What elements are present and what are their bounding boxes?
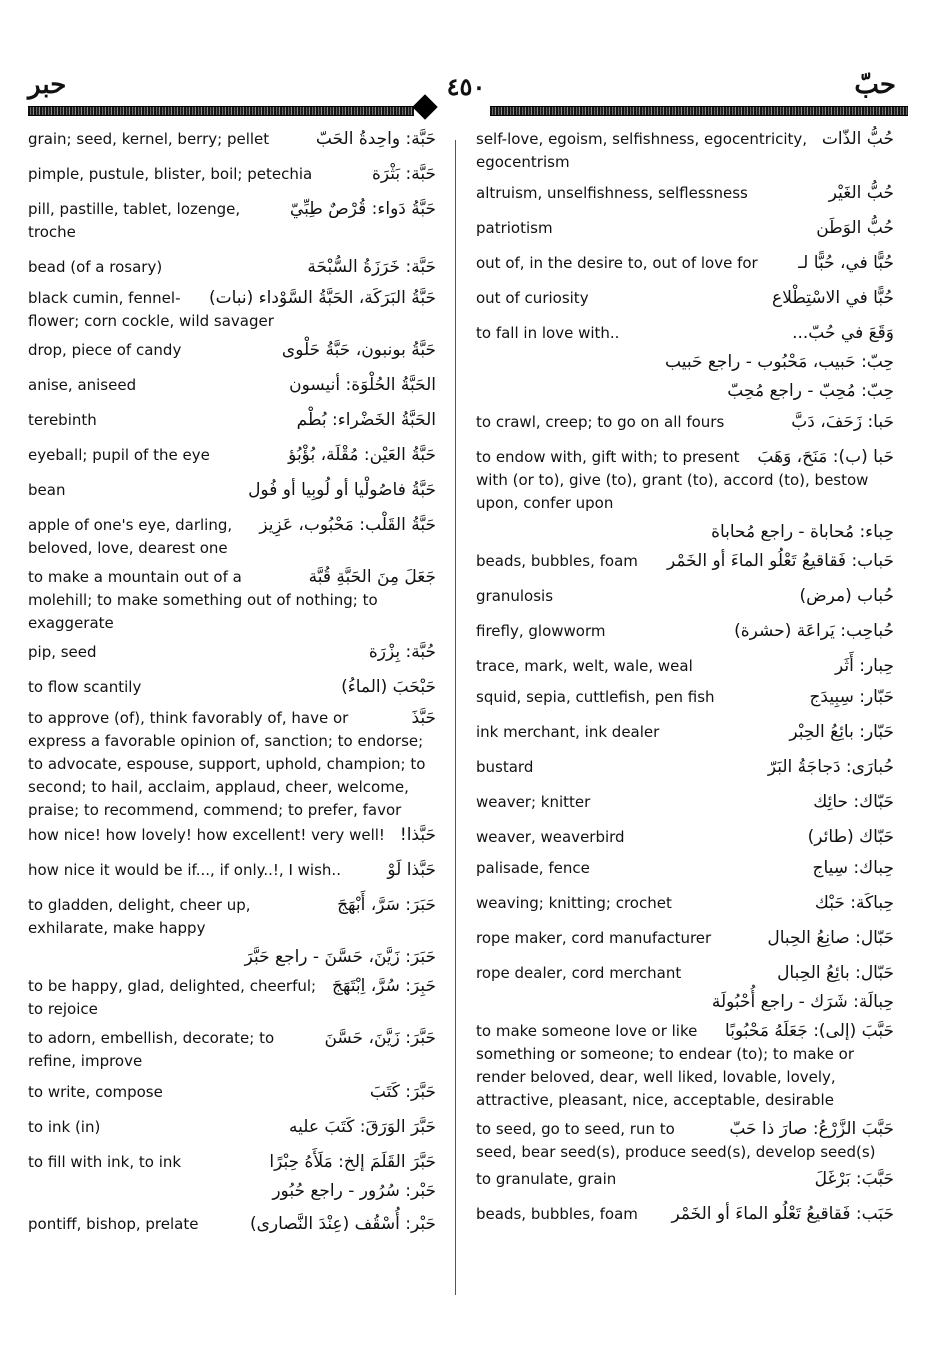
entry-english-gloss: grain; seed, kernel, berry; pellet bbox=[28, 128, 436, 151]
entry-arabic-headword: حَبَب: فَقاقيعُ تَعْلُو الماءَ أو الخَمْر bbox=[667, 1203, 894, 1226]
dictionary-entry bbox=[28, 409, 436, 432]
entry-english-gloss: pimple, pustule, blister, boil; petechia bbox=[28, 163, 436, 186]
entry-arabic-headword: حَبّال: بائِعُ الحِبال bbox=[773, 962, 894, 985]
entry-arabic-headword: حَبَّبَ: بَرْغَلَ bbox=[811, 1168, 894, 1191]
entry-english-gloss: rope dealer, cord merchant bbox=[476, 962, 894, 985]
entry-english-gloss: to write, compose bbox=[28, 1081, 436, 1104]
entry-english-gloss: beads, bubbles, foam bbox=[476, 550, 894, 573]
entry-arabic-headword: حُبُّ الذّات bbox=[818, 128, 894, 151]
entry-english-gloss: to flow scantily bbox=[28, 676, 436, 699]
header-rule-left bbox=[28, 106, 414, 116]
dictionary-entry bbox=[28, 163, 436, 186]
header-rule-right bbox=[490, 106, 908, 116]
entry-arabic-headword: حَبْحَبَ (الماءُ) bbox=[337, 676, 436, 699]
entry-arabic-headword: حَبَّرَ القَلَمَ إلخ: مَلَأَهُ حِبْرًا bbox=[265, 1151, 436, 1174]
entry-arabic-headword: حَبَّذَ bbox=[407, 707, 436, 730]
entry-arabic-headword: حَبَّبَ (إلى): جَعَلَهُ مَحْبُوبًا bbox=[721, 1020, 894, 1043]
entry-english-gloss: to fall in love with.. bbox=[476, 322, 894, 345]
entry-english-gloss: to granulate, grain bbox=[476, 1168, 894, 1191]
dictionary-entry bbox=[28, 287, 436, 333]
entry-english-gloss: altruism, unselfishness, selflessness bbox=[476, 182, 894, 205]
dictionary-entry bbox=[476, 1118, 894, 1164]
entry-arabic-headword: حُبَّة: بِزْرَة bbox=[365, 641, 436, 664]
entry-english-gloss: bean bbox=[28, 479, 436, 502]
entry-english-gloss: how nice! how lovely! how excellent! very well! bbox=[28, 824, 436, 847]
dictionary-entry bbox=[28, 1180, 436, 1203]
entry-english-gloss: terebinth bbox=[28, 409, 436, 432]
dictionary-entry bbox=[28, 894, 436, 940]
entry-english-gloss: to crawl, creep; to go on all fours bbox=[476, 411, 894, 434]
entry-english-gloss: to adorn, embellish, decorate; to refine, improve bbox=[28, 1027, 436, 1073]
entry-arabic-headword: حُبُّ الوَطَن bbox=[812, 217, 894, 240]
dictionary-entry bbox=[476, 252, 894, 275]
entry-arabic-headword: حَبِرَ: سُرَّ، اِبْتَهَجَ bbox=[328, 975, 436, 998]
dictionary-entry bbox=[476, 721, 894, 744]
dictionary-entry bbox=[476, 287, 894, 310]
dictionary-entry bbox=[28, 374, 436, 397]
entry-english-gloss: to fill with ink, to ink bbox=[28, 1151, 436, 1174]
entry-arabic-headword: حَبَّبَ الزَّرْعُ: صارَ ذا حَبّ bbox=[725, 1118, 894, 1141]
dictionary-entry bbox=[28, 128, 436, 151]
dictionary-entry bbox=[28, 1027, 436, 1073]
running-head-right: حبّ bbox=[854, 70, 896, 100]
dictionary-entry bbox=[476, 791, 894, 814]
entry-cross-reference: حَبْر: سُرُور - راجع حُبُور bbox=[272, 1181, 436, 1201]
entry-arabic-headword: حُبُّ الغَيْر bbox=[825, 182, 894, 205]
dictionary-entry bbox=[28, 1151, 436, 1174]
entry-english-gloss: to make someone love or like something or someone; to endear (to); to make or render beloved, dear, well liked, lovable, lovely, attractive, pleasant, nice, acceptable, desirable bbox=[476, 1020, 894, 1112]
dictionary-entry bbox=[476, 991, 894, 1014]
right-column bbox=[476, 128, 894, 1226]
entry-english-gloss: pill, pastille, tablet, lozenge, troche bbox=[28, 198, 436, 244]
entry-cross-reference: حَبَرَ: زَيَّنَ، حَسَّنَ - راجع حَبَّرَ bbox=[244, 947, 436, 967]
dictionary-entry bbox=[28, 479, 436, 502]
entry-arabic-headword: حَبّار: بائِعُ الحِبْر bbox=[785, 721, 894, 744]
entry-arabic-headword: حَبَّذا لَوْ bbox=[383, 859, 436, 882]
entry-arabic-headword: حَبَّةُ دَواء: قُرْصٌ طِبِّيّ bbox=[286, 198, 436, 221]
entry-arabic-headword: حَبا (ب): مَنَحَ، وَهَبَ bbox=[753, 446, 894, 469]
dictionary-entry bbox=[28, 514, 436, 560]
entry-english-gloss: rope maker, cord manufacturer bbox=[476, 927, 894, 950]
entry-arabic-headword: حِباك: سِياج bbox=[809, 857, 895, 880]
entry-english-gloss: weaver; knitter bbox=[476, 791, 894, 814]
entry-arabic-headword: حَبَّةُ العَيْن: مُقْلَة، بُؤْبُؤ bbox=[284, 444, 436, 467]
entry-arabic-headword: حُباحِب: يَراعَة (حشرة) bbox=[730, 620, 894, 643]
dictionary-entry bbox=[28, 676, 436, 699]
dictionary-entry bbox=[476, 550, 894, 573]
dictionary-entry bbox=[28, 707, 436, 822]
entry-arabic-headword: حَبَّة: واحِدةُ الحَبّ bbox=[312, 128, 436, 151]
left-column bbox=[28, 128, 436, 1236]
entry-arabic-headword: حِبار: أَثَر bbox=[831, 655, 894, 678]
entry-arabic-headword: حُبًّا في، حُبًّا لـ bbox=[794, 252, 894, 275]
entry-arabic-headword: حَبّال: صانِعُ الحِبال bbox=[763, 927, 894, 950]
entry-english-gloss: to approve (of), think favorably of, have or express a favorable opinion of, sanction; to endorse; to advocate, espouse, support, uphold, champion; to second; to hail, acclaim, applaud, cheer, welcome, praise; to recommend, commend; to prefer, favor bbox=[28, 707, 436, 822]
running-head-left: حبر bbox=[28, 70, 67, 100]
entry-arabic-headword: حَبَّرَ: زَيَّنَ، حَسَّنَ bbox=[320, 1027, 436, 1050]
entry-arabic-headword: وَقَعَ في حُبّ... bbox=[788, 322, 894, 345]
entry-arabic-headword: حُباب (مرض) bbox=[795, 585, 894, 608]
dictionary-entry bbox=[28, 975, 436, 1021]
dictionary-entry bbox=[28, 256, 436, 279]
dictionary-entry bbox=[28, 198, 436, 244]
entry-english-gloss: eyeball; pupil of the eye bbox=[28, 444, 436, 467]
entry-english-gloss: pip, seed bbox=[28, 641, 436, 664]
entry-cross-reference: حِبّ: حَبيب، مَحْبُوب - راجع حَبيب bbox=[665, 352, 894, 372]
dictionary-entry bbox=[476, 686, 894, 709]
dictionary-entry bbox=[476, 620, 894, 643]
entry-english-gloss: patriotism bbox=[476, 217, 894, 240]
entry-english-gloss: out of, in the desire to, out of love for bbox=[476, 252, 894, 275]
entry-arabic-headword: الحَبَّةُ الحُلْوَة: أنيسون bbox=[285, 374, 436, 397]
dictionary-entry bbox=[28, 1081, 436, 1104]
dictionary-entry bbox=[476, 128, 894, 174]
entry-arabic-headword: الحَبَّةُ الخَضْراء: بُطْم bbox=[293, 409, 436, 432]
entry-arabic-headword: حَبَّرَ الوَرَقَ: كَتَبَ عليه bbox=[285, 1116, 436, 1139]
dictionary-entry bbox=[476, 1020, 894, 1112]
entry-arabic-headword: حَبَّةُ القَلْب: مَحْبُوب، عَزِيز bbox=[255, 514, 436, 537]
entry-arabic-headword: حَبَّة: خَرَزَةُ السُّبْحَة bbox=[303, 256, 436, 279]
entry-english-gloss: weaver, weaverbird bbox=[476, 826, 894, 849]
entry-english-gloss: squid, sepia, cuttlefish, pen fish bbox=[476, 686, 894, 709]
entry-cross-reference: حِبالَة: شَرَك - راجع أُحْبُولَة bbox=[711, 992, 894, 1012]
entry-arabic-headword: حَبَّةُ البَرَكَة، الحَبَّةُ السَّوْداء (نبات) bbox=[205, 287, 436, 310]
entry-english-gloss: drop, piece of candy bbox=[28, 339, 436, 362]
dictionary-entry bbox=[476, 446, 894, 515]
dictionary-entry bbox=[476, 521, 894, 544]
dictionary-entry bbox=[28, 859, 436, 882]
dictionary-entry bbox=[476, 585, 894, 608]
entry-arabic-headword: حَبَّرَ: كَتَبَ bbox=[366, 1081, 436, 1104]
dictionary-entry bbox=[476, 411, 894, 434]
entry-cross-reference: حِبّ: مُحِبّ - راجع مُحِبّ bbox=[727, 381, 894, 401]
entry-arabic-headword: حَبَّةُ بونبون، حَبَّةُ حَلْوى bbox=[278, 339, 436, 362]
dictionary-entry bbox=[476, 217, 894, 240]
dictionary-entry bbox=[476, 322, 894, 345]
entry-english-gloss: self-love, egoism, selfishness, egocentricity, egocentrism bbox=[476, 128, 894, 174]
entry-english-gloss: out of curiosity bbox=[476, 287, 894, 310]
dictionary-entry bbox=[28, 641, 436, 664]
entry-english-gloss: weaving; knitting; crochet bbox=[476, 892, 894, 915]
entry-english-gloss: bustard bbox=[476, 756, 894, 779]
dictionary-entry bbox=[476, 927, 894, 950]
dictionary-entry bbox=[476, 1168, 894, 1191]
entry-english-gloss: palisade, fence bbox=[476, 857, 894, 880]
entry-english-gloss: how nice it would be if..., if only..!, I wish.. bbox=[28, 859, 436, 882]
entry-arabic-headword: حِباكَة: حَبْك bbox=[811, 892, 894, 915]
dictionary-entry bbox=[476, 182, 894, 205]
entry-arabic-headword: حَبَّةُ فاصُولْيا أو لُوبِيا أو فُول bbox=[244, 479, 436, 502]
dictionary-entry bbox=[28, 1116, 436, 1139]
entry-arabic-headword: حَبْر: أُسْقُف (عِنْدَ النَّصارى) bbox=[246, 1213, 436, 1236]
dictionary-entry bbox=[28, 444, 436, 467]
entry-arabic-headword: حَباب: فَقاقيعُ تَعْلُو الماءَ أو الخَمْر bbox=[663, 550, 894, 573]
entry-arabic-headword: حَبّاك (طائر) bbox=[804, 826, 894, 849]
entry-arabic-headword: حَبا: زَحَفَ، دَبَّ bbox=[787, 411, 894, 434]
dictionary-entry bbox=[28, 824, 436, 847]
dictionary-entry bbox=[476, 655, 894, 678]
dictionary-entry bbox=[476, 857, 894, 880]
entry-english-gloss: granulosis bbox=[476, 585, 894, 608]
dictionary-entry bbox=[28, 566, 436, 635]
dictionary-entry bbox=[476, 1203, 894, 1226]
entry-arabic-headword: حُبارَى: دَجاجَةُ البَرّ bbox=[764, 756, 894, 779]
entry-english-gloss: beads, bubbles, foam bbox=[476, 1203, 894, 1226]
entry-arabic-headword: حَبّاك: حائِك bbox=[809, 791, 894, 814]
dictionary-entry bbox=[476, 892, 894, 915]
column-divider bbox=[455, 140, 456, 1295]
dictionary-entry bbox=[28, 339, 436, 362]
entry-arabic-headword: حَبّار: سِبِيدَج bbox=[805, 686, 894, 709]
dictionary-entry bbox=[476, 380, 894, 403]
entry-english-gloss: pontiff, bishop, prelate bbox=[28, 1213, 436, 1236]
dictionary-entry bbox=[476, 826, 894, 849]
entry-english-gloss: to be happy, glad, delighted, cheerful; to rejoice bbox=[28, 975, 436, 1021]
entry-arabic-headword: حَبَّة: بَثْرَة bbox=[368, 163, 436, 186]
entry-arabic-headword: جَعَلَ مِنَ الحَبَّةِ قُبَّة bbox=[305, 566, 436, 589]
dictionary-entry bbox=[476, 756, 894, 779]
entry-english-gloss: to make a mountain out of a molehill; to make something out of nothing; to exaggerate bbox=[28, 566, 436, 635]
entry-english-gloss: to endow with, gift with; to present with (or to), give (to), grant (to), accord (to), bestow upon, confer upon bbox=[476, 446, 894, 515]
entry-english-gloss: trace, mark, welt, wale, weal bbox=[476, 655, 894, 678]
dictionary-entry bbox=[476, 962, 894, 985]
entry-english-gloss: to ink (in) bbox=[28, 1116, 436, 1139]
entry-cross-reference: حِباء: مُحاباة - راجع مُحاباة bbox=[711, 522, 894, 542]
entry-english-gloss: black cumin, fennel-flower; corn cockle, wild savager bbox=[28, 287, 436, 333]
entry-english-gloss: bead (of a rosary) bbox=[28, 256, 436, 279]
entry-english-gloss: anise, aniseed bbox=[28, 374, 436, 397]
entry-english-gloss: to gladden, delight, cheer up, exhilarate, make happy bbox=[28, 894, 436, 940]
page-number: ٤٥٠ bbox=[446, 72, 486, 101]
entry-english-gloss: firefly, glowworm bbox=[476, 620, 894, 643]
entry-english-gloss: apple of one's eye, darling, beloved, love, dearest one bbox=[28, 514, 436, 560]
entry-arabic-headword: حَبَّذا! bbox=[396, 824, 436, 847]
entry-english-gloss: ink merchant, ink dealer bbox=[476, 721, 894, 744]
dictionary-entry bbox=[28, 946, 436, 969]
entry-english-gloss: to seed, go to seed, run to seed, bear seed(s), produce seed(s), develop seed(s) bbox=[476, 1118, 894, 1164]
dictionary-entry bbox=[28, 1213, 436, 1236]
entry-arabic-headword: حُبًّا في الاسْتِطْلاع bbox=[768, 287, 894, 310]
entry-arabic-headword: حَبَرَ: سَرَّ، أَبْهَجَ bbox=[333, 894, 436, 917]
dictionary-entry bbox=[476, 351, 894, 374]
